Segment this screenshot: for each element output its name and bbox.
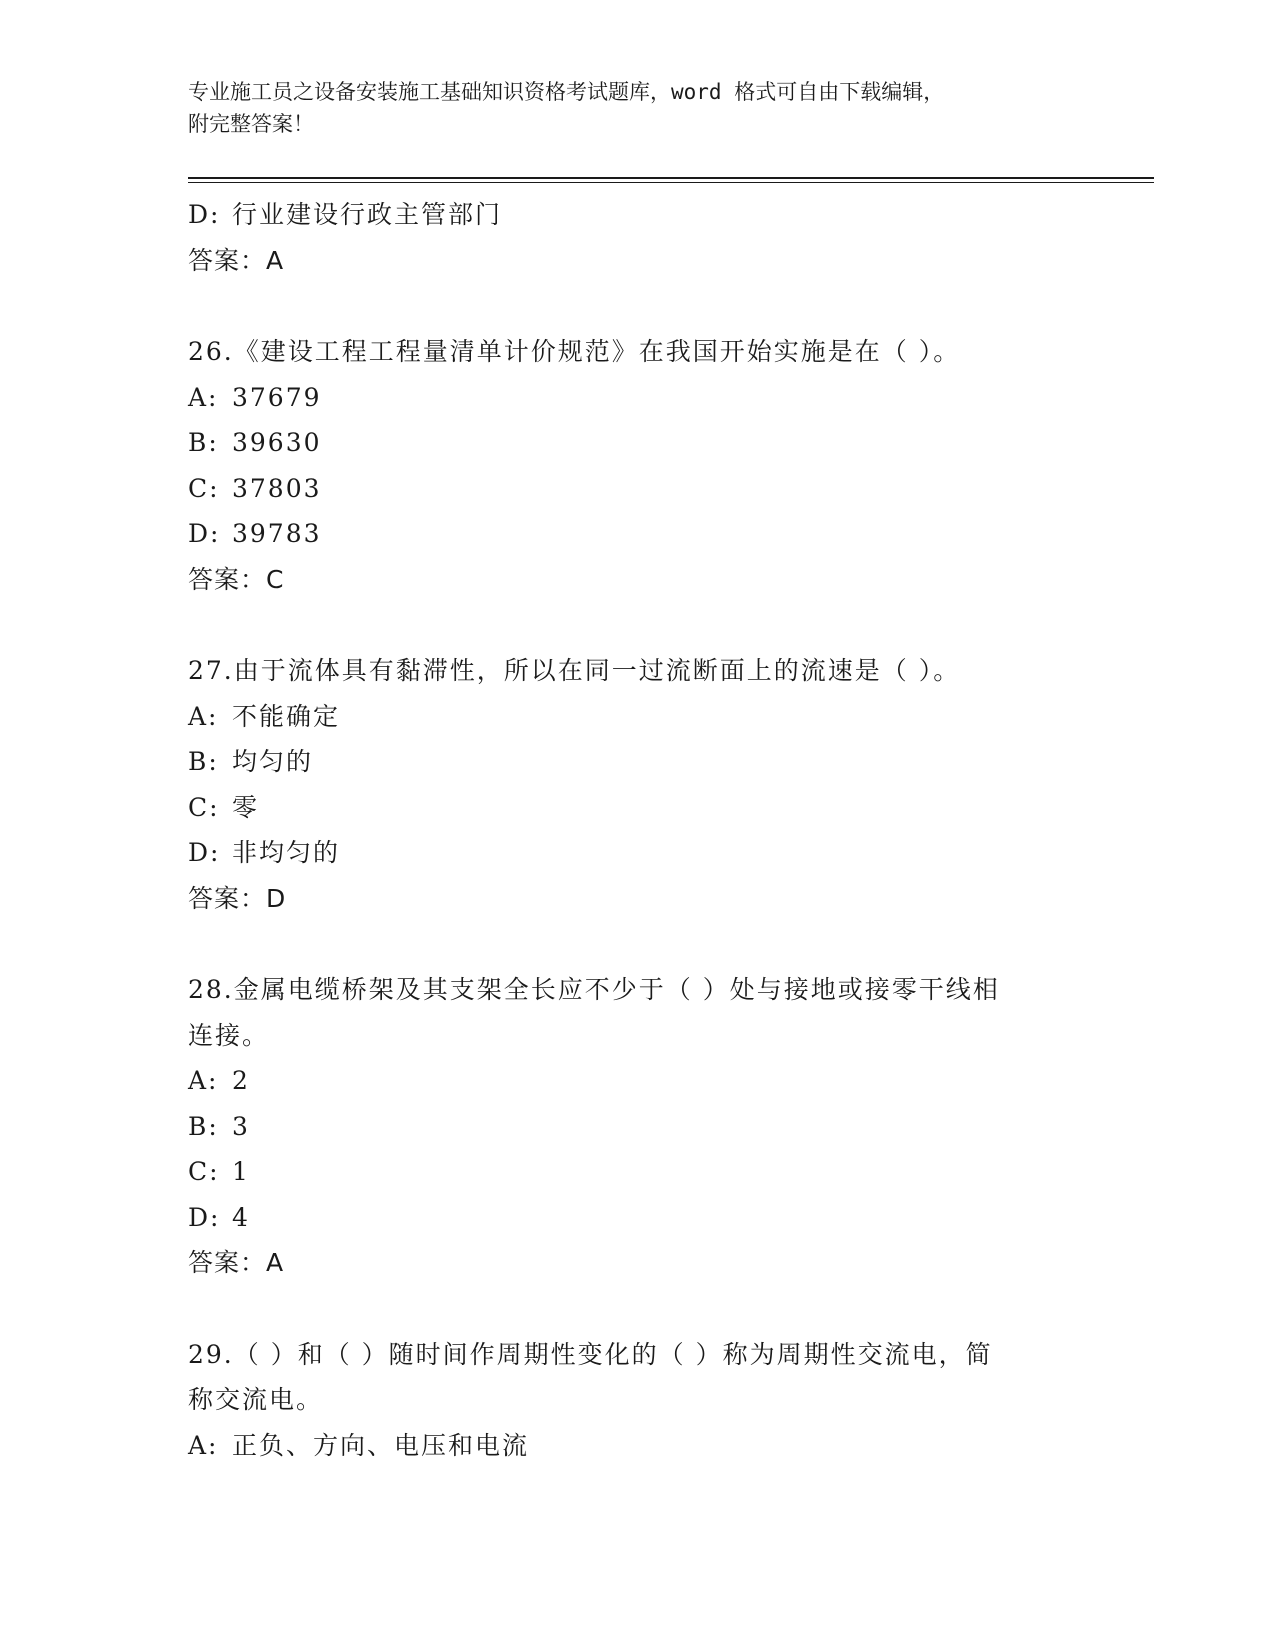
option-label: A: (188, 701, 219, 731)
question-28 (188, 967, 1068, 1058)
option-text: 37803 (232, 473, 322, 503)
option-text: 2 (232, 1066, 250, 1095)
q28-option-d (188, 1195, 1068, 1241)
document-header (188, 76, 1068, 140)
q26-option-b (188, 420, 1068, 466)
header-rule-thick (188, 177, 1154, 179)
q28-option-c (188, 1149, 1068, 1195)
header-line-1: 专业施工员之设备安装施工基础知识资格考试题库，word 格式可自由下载编辑， (188, 80, 945, 104)
option-text: 1 (232, 1157, 250, 1186)
option-label: A: (188, 1430, 219, 1460)
header-rule-thin (188, 182, 1154, 183)
option-label: B: (188, 747, 219, 776)
option-text: 行业建设行政主管部门 (232, 200, 503, 229)
q27-option-a (188, 694, 1068, 740)
option-text: 37679 (232, 382, 322, 412)
spacer (188, 1286, 1068, 1332)
question-28-text-line-1: 28.金属电缆桥架及其支架全长应不少于（ ）处与接地或接零干线相 (188, 975, 1000, 1004)
spacer (188, 602, 1068, 648)
q28-option-b (188, 1104, 1068, 1150)
q27-answer: 答案：D (188, 883, 287, 913)
spacer (188, 921, 1068, 967)
spacer (188, 283, 1068, 329)
q27-option-c (188, 785, 1068, 831)
option-text: 均匀的 (232, 747, 314, 776)
question-29 (188, 1332, 1068, 1423)
q26-answer: 答案：C (188, 564, 285, 594)
option-text: 3 (232, 1111, 250, 1141)
option-text: 39630 (232, 428, 322, 457)
option-label: D: (188, 1202, 221, 1232)
option-label: C: (188, 792, 220, 822)
q28-option-a (188, 1058, 1068, 1104)
question-26-text: 26.《建设工程工程量清单计价规范》在我国开始实施是在（ ）。 (188, 337, 961, 366)
question-26 (188, 329, 1068, 375)
option-label: B: (188, 1111, 219, 1141)
q29-option-a (188, 1423, 1068, 1469)
option-label: C: (188, 473, 220, 503)
option-text: 39783 (232, 519, 322, 548)
option-text: 零 (232, 792, 260, 822)
q26-option-a (188, 375, 1068, 421)
option-text: 正负、方向、电压和电流 (232, 1430, 530, 1460)
question-29-text-line-1: 29.（ ）和（ ）随时间作周期性变化的（ ）称为周期性交流电，简 (188, 1339, 993, 1369)
question-list (188, 192, 1068, 1468)
option-label: D: (188, 519, 221, 548)
option-label: D: (188, 838, 221, 867)
q27-option-b (188, 739, 1068, 785)
prev-option-d (188, 192, 1068, 238)
option-label: A: (188, 1066, 219, 1095)
option-text: 非均匀的 (232, 838, 341, 867)
option-label: C: (188, 1157, 220, 1186)
option-label: B: (188, 428, 219, 457)
option-text: 不能确定 (232, 701, 341, 731)
option-label: D: (188, 200, 221, 229)
q28-answer: 答案：A (188, 1248, 285, 1277)
question-27-text: 27.由于流体具有黏滞性，所以在同一过流断面上的流速是（ ）。 (188, 656, 961, 685)
header-line-2: 附完整答案！ (188, 112, 314, 136)
q27-option-d (188, 830, 1068, 876)
question-28-text-line-2: 连接。 (188, 1020, 270, 1050)
prev-answer: 答案：A (188, 245, 285, 275)
question-29-text-line-2: 称交流电。 (188, 1385, 324, 1414)
question-27 (188, 648, 1068, 694)
option-label: A: (188, 382, 219, 412)
option-text: 4 (232, 1202, 250, 1232)
q26-option-d (188, 511, 1068, 557)
q26-option-c (188, 466, 1068, 512)
